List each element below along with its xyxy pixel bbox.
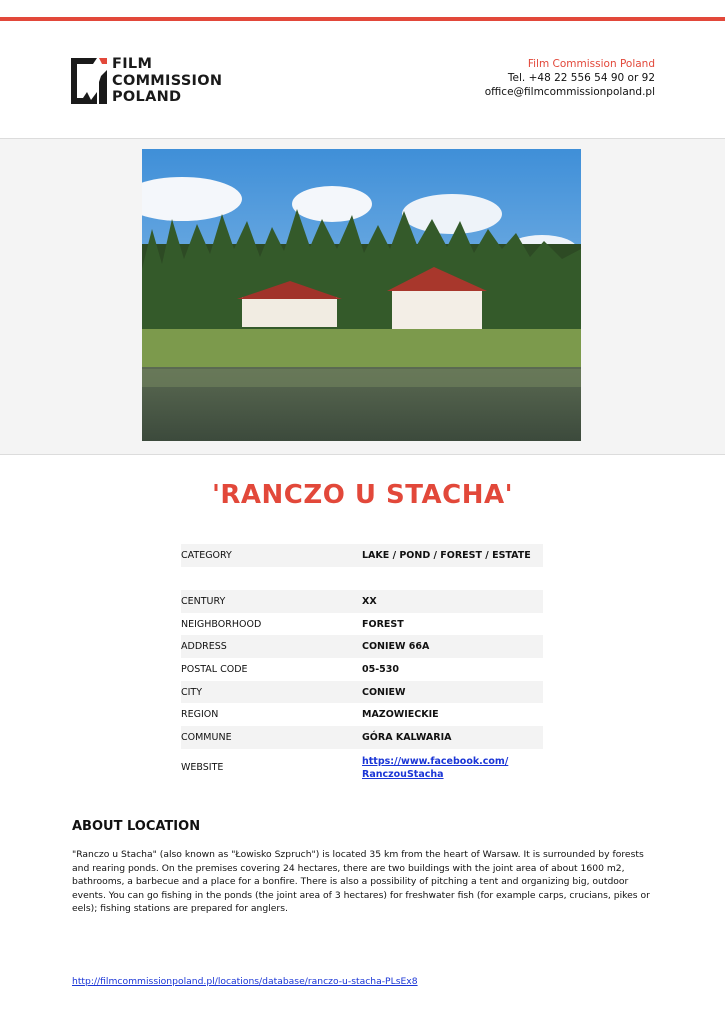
detail-row-spacer <box>181 567 543 590</box>
detail-row-neighborhood <box>181 613 543 635</box>
detail-label: WEBSITE <box>181 762 224 773</box>
website-link[interactable] <box>362 756 508 780</box>
about-heading: ABOUT LOCATION <box>72 819 201 834</box>
details-table <box>181 544 543 786</box>
top-accent-bar <box>0 17 725 21</box>
detail-row-address <box>181 635 543 658</box>
detail-row-category <box>181 544 543 567</box>
logo-frame-icon <box>69 56 109 106</box>
detail-row-region <box>181 703 543 726</box>
detail-label: NEIGHBORHOOD <box>181 618 262 630</box>
detail-value: FOREST <box>362 618 404 630</box>
detail-row-postal-code <box>181 658 543 681</box>
about-text: "Ranczo u Stacha" (also known as "Łowisko Szpruch") is located 35 km from the heart of Warsaw. It is surrounded by forests and rearing ponds. On the premises covering 24 hectares, there are two buildings with the joint area of about 1600 m2, bathrooms, a barbecue and a place for a bonfire. There is also a possibility of pitching a tent and organizing big, outdoor events. You can go fishing in the ponds (the joint area of 3 hectares) for freshwater fish (for example carps, crucians, pikes or eels); fishing stations are prepared for anglers. <box>72 849 650 915</box>
detail-value: LAKE / POND / FOREST / ESTATE <box>362 550 531 561</box>
page-title: 'RANCZO U STACHA' <box>211 480 514 510</box>
detail-label: COMMUNE <box>181 732 232 743</box>
detail-row-century <box>181 590 543 613</box>
detail-row-commune <box>181 726 543 749</box>
detail-value <box>362 755 543 781</box>
logo-wordmark <box>112 56 222 106</box>
location-photo <box>142 149 581 441</box>
website-link-line-1[interactable]: https://www.facebook.com/ <box>362 755 509 767</box>
email-text: office@filmcommissionpoland.pl <box>484 86 655 98</box>
detail-value: CONIEW <box>362 686 406 698</box>
detail-value: XX <box>362 596 377 607</box>
detail-label: ADDRESS <box>181 641 227 652</box>
contact-block <box>485 57 655 99</box>
logo-line-3: POLAND <box>112 89 182 105</box>
detail-value: MAZOWIECKIE <box>362 709 439 720</box>
detail-label: REGION <box>181 709 219 720</box>
detail-row-city <box>181 681 543 703</box>
detail-value: GÓRA KALWARIA <box>362 732 452 743</box>
detail-label: CITY <box>181 686 203 698</box>
detail-value: CONIEW 66A <box>362 641 430 652</box>
photo-band <box>0 138 725 455</box>
detail-label: POSTAL CODE <box>181 664 248 675</box>
detail-value: 05-530 <box>362 664 399 675</box>
website-link-line-2[interactable]: RanczouStacha <box>362 768 444 780</box>
phone-text: Tel. +48 22 556 54 90 or 92 <box>507 72 655 84</box>
logo-line-1: FILM <box>112 56 153 72</box>
logo <box>69 56 239 108</box>
footer-url-link[interactable]: http://filmcommissionpoland.pl/locations/database/ranczo-u-stacha-PLsEx8 <box>72 976 418 987</box>
detail-label: CATEGORY <box>181 550 232 561</box>
detail-row-website <box>181 749 543 786</box>
logo-line-2: COMMISSION <box>112 72 223 89</box>
org-name: Film Commission Poland <box>527 58 655 70</box>
detail-label: CENTURY <box>181 596 226 607</box>
